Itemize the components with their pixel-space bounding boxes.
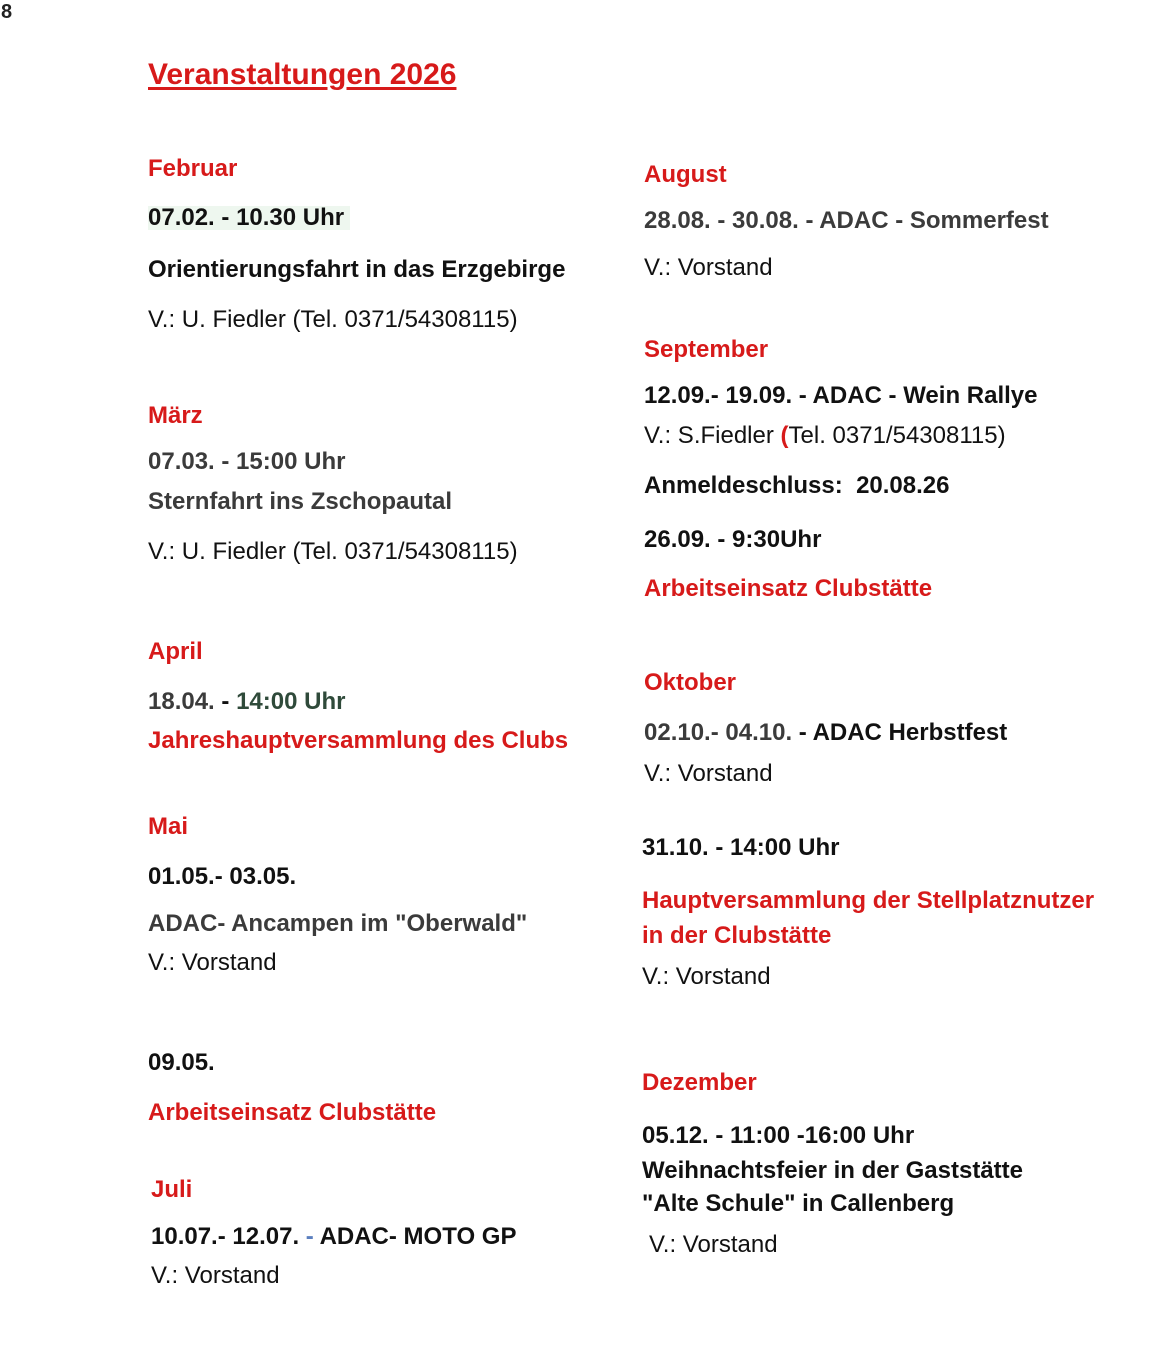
month-heading-mai: Mai [148,813,189,840]
separator: - [214,204,237,231]
date: 18.04. [148,688,215,715]
month-heading-august: August [644,161,727,188]
event-contact: V.: Vorstand [644,760,773,787]
event-title: ADAC- MOTO GP [319,1223,517,1250]
event-line [151,1225,516,1249]
month-heading-oktober: Oktober [644,669,737,696]
month-heading-april: April [148,638,203,665]
time: 10.30 Uhr [236,204,345,231]
month-heading-juli: Juli [151,1176,193,1203]
event-line [644,721,1007,745]
event-date: 09.05. [148,1049,215,1076]
event-title: Weihnachtsfeier in der Gaststätte [642,1157,1023,1184]
contact-name: V.: S.Fiedler [644,422,781,449]
event-date: 26.09. - 9:30Uhr [644,526,822,553]
event-title: Arbeitseinsatz Clubstätte [148,1099,437,1126]
event-contact: V.: U. Fiedler (Tel. 0371/54308115) [148,306,518,333]
separator: - [792,719,813,746]
contact-phone: Tel. 0371/54308115) [788,422,1006,449]
month-heading-dezember: Dezember [642,1069,757,1096]
event-contact: V.: Vorstand [148,949,277,976]
event-date [148,206,350,230]
event-date: 05.12. - 11:00 -16:00 Uhr [642,1122,915,1149]
event-title: Jahreshauptversammlung des Clubs [148,727,569,754]
event-title: ADAC- Ancampen im "Oberwald" [148,910,528,937]
event-date: 01.05.- 03.05. [148,863,297,890]
page-number: 8 [1,1,13,23]
paren: ( [780,422,789,449]
event-title: Sternfahrt ins Zschopautal [148,488,453,515]
registration-deadline: Anmeldeschluss: 20.08.26 [644,472,950,499]
event-contact: V.: Vorstand [649,1231,778,1258]
event-contact: V.: Vorstand [644,254,773,281]
event-title: Hauptversammlung der Stellplatznutzer [642,887,1095,914]
page-title: Veranstaltungen 2026 [148,58,457,91]
event-title: Arbeitseinsatz Clubstätte [644,575,933,602]
separator: - [299,1223,320,1250]
event-contact [644,424,1006,448]
event-date: 31.10. - 14:00 Uhr [642,834,840,861]
event-contact: V.: U. Fiedler (Tel. 0371/54308115) [148,538,518,565]
event-contact: V.: Vorstand [151,1262,280,1289]
event-date [148,690,345,714]
time: 14:00 Uhr [236,688,346,715]
separator: - [214,688,237,715]
event-contact: V.: Vorstand [642,963,771,990]
date: 10.07.- 12.07. [151,1223,300,1250]
month-heading-maerz: März [148,402,203,429]
date: 02.10.- 04.10. [644,719,793,746]
event-line: 12.09.- 19.09. - ADAC - Wein Rallye [644,382,1038,409]
event-title: Orientierungsfahrt in das Erzgebirge [148,256,566,283]
event-line: 28.08. - 30.08. - ADAC - Sommerfest [644,207,1049,234]
event-date: 07.03. - 15:00 Uhr [148,448,346,475]
month-heading-februar: Februar [148,155,238,182]
date: 07.02. [148,204,215,231]
event-title: ADAC Herbstfest [812,719,1008,746]
event-title-continued: "Alte Schule" in Callenberg [642,1190,955,1217]
event-title-continued: in der Clubstätte [642,922,832,949]
month-heading-september: September [644,336,769,363]
